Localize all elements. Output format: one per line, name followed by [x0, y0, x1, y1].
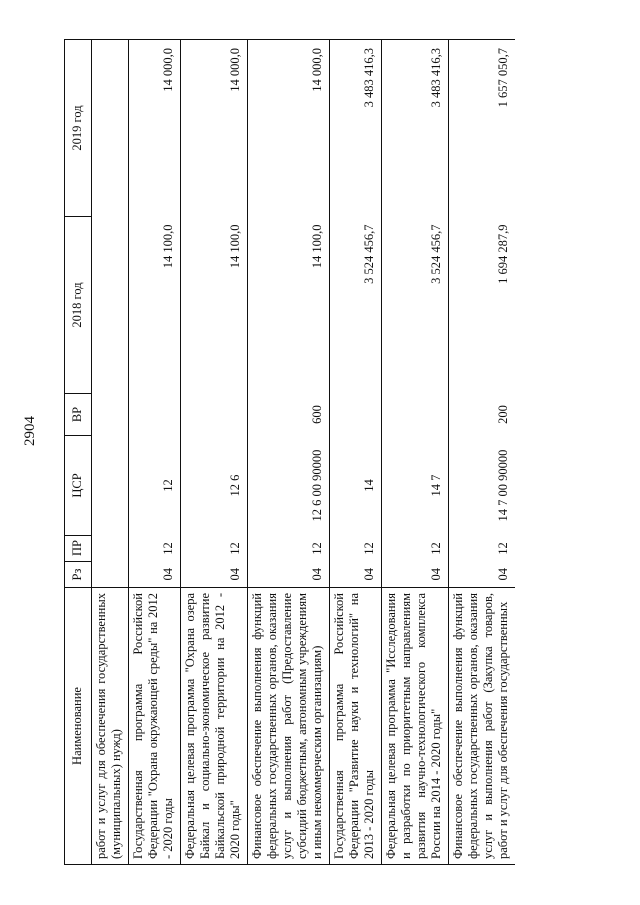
col-header-csr: ЦСР	[65, 436, 92, 536]
header-row	[65, 40, 92, 865]
budget-table	[64, 39, 515, 865]
row-name: Финансовое обеспечение выполнения функций федеральных государственных органов, оказания услуг и выполнения работ (Предоставление субсидий бюджетным, автономным учреждениям и иным некоммерческим организациям)	[248, 588, 330, 865]
rotated-table-area	[64, 40, 608, 865]
row-rz: 04	[129, 562, 181, 588]
row-vr	[181, 394, 248, 436]
row-rz: 04	[449, 562, 516, 588]
row-csr: 14	[330, 436, 382, 536]
col-header-name: Наименование	[65, 588, 92, 865]
row-rz	[92, 562, 129, 588]
table-row	[248, 40, 330, 865]
row-pr: 12	[181, 536, 248, 562]
row-pr: 12	[330, 536, 382, 562]
col-header-rz: Рз	[65, 562, 92, 588]
row-2019: 1 657 050,7	[449, 40, 516, 217]
row-vr	[382, 394, 449, 436]
table-row	[129, 40, 181, 865]
row-2018: 14 100,0	[129, 217, 181, 394]
row-csr: 12 6 00 90000	[248, 436, 330, 536]
row-name: Федеральная целевая программа "Охрана озера Байкал и социально-экономическое развитие Байкальской природной территории на 2012 - 2020 годы"	[181, 588, 248, 865]
table-frame	[64, 40, 608, 865]
row-vr	[129, 394, 181, 436]
row-name: работ и услуг для обеспечения государственных (муниципальных) нужд)	[92, 588, 129, 865]
row-2018: 3 524 456,7	[382, 217, 449, 394]
row-2019	[92, 40, 129, 217]
row-vr: 200	[449, 394, 516, 436]
row-2019: 14 000,0	[181, 40, 248, 217]
row-vr: 600	[248, 394, 330, 436]
row-rz: 04	[330, 562, 382, 588]
row-2019: 3 483 416,3	[330, 40, 382, 217]
row-2019: 3 483 416,3	[382, 40, 449, 217]
row-2018	[92, 217, 129, 394]
col-header-pr: ПР	[65, 536, 92, 562]
row-vr	[330, 394, 382, 436]
row-pr: 12	[248, 536, 330, 562]
row-2018: 1 694 287,9	[449, 217, 516, 394]
row-csr: 14 7	[382, 436, 449, 536]
table-row	[181, 40, 248, 865]
row-name: Государственная программа Российской Федерации "Развитие науки и технологий" на 2013 - 2020 годы	[330, 588, 382, 865]
col-header-2019: 2019 год	[65, 40, 92, 217]
row-rz: 04	[181, 562, 248, 588]
row-csr: 12 6	[181, 436, 248, 536]
row-rz: 04	[248, 562, 330, 588]
row-2019: 14 000,0	[248, 40, 330, 217]
table-row	[449, 40, 516, 865]
row-pr: 12	[449, 536, 516, 562]
col-header-2018: 2018 год	[65, 217, 92, 394]
page-number: 2904	[22, 416, 38, 446]
row-vr	[92, 394, 129, 436]
row-pr	[92, 536, 129, 562]
row-pr: 12	[382, 536, 449, 562]
row-name: Федеральная целевая программа "Исследования и разработки по приоритетным направлениям развития научно-технологического комплекса России на 2014 - 2020 годы"	[382, 588, 449, 865]
row-csr: 14 7 00 90000	[449, 436, 516, 536]
row-pr: 12	[129, 536, 181, 562]
table-row	[92, 40, 129, 865]
row-2018: 14 100,0	[248, 217, 330, 394]
row-name: Финансовое обеспечение выполнения функций федеральных государственных органов, оказания услуг и выполнения работ (Закупка товаров, работ и услуг для обеспечения государственных	[449, 588, 516, 865]
row-csr: 12	[129, 436, 181, 536]
table-row	[382, 40, 449, 865]
row-2018: 14 100,0	[181, 217, 248, 394]
row-2018: 3 524 456,7	[330, 217, 382, 394]
row-2019: 14 000,0	[129, 40, 181, 217]
col-header-vr: ВР	[65, 394, 92, 436]
table-row	[330, 40, 382, 865]
row-csr	[92, 436, 129, 536]
row-rz: 04	[382, 562, 449, 588]
row-name: Государственная программа Российской Федерации "Охрана окружающей среды" на 2012 - 2020 годы	[129, 588, 181, 865]
